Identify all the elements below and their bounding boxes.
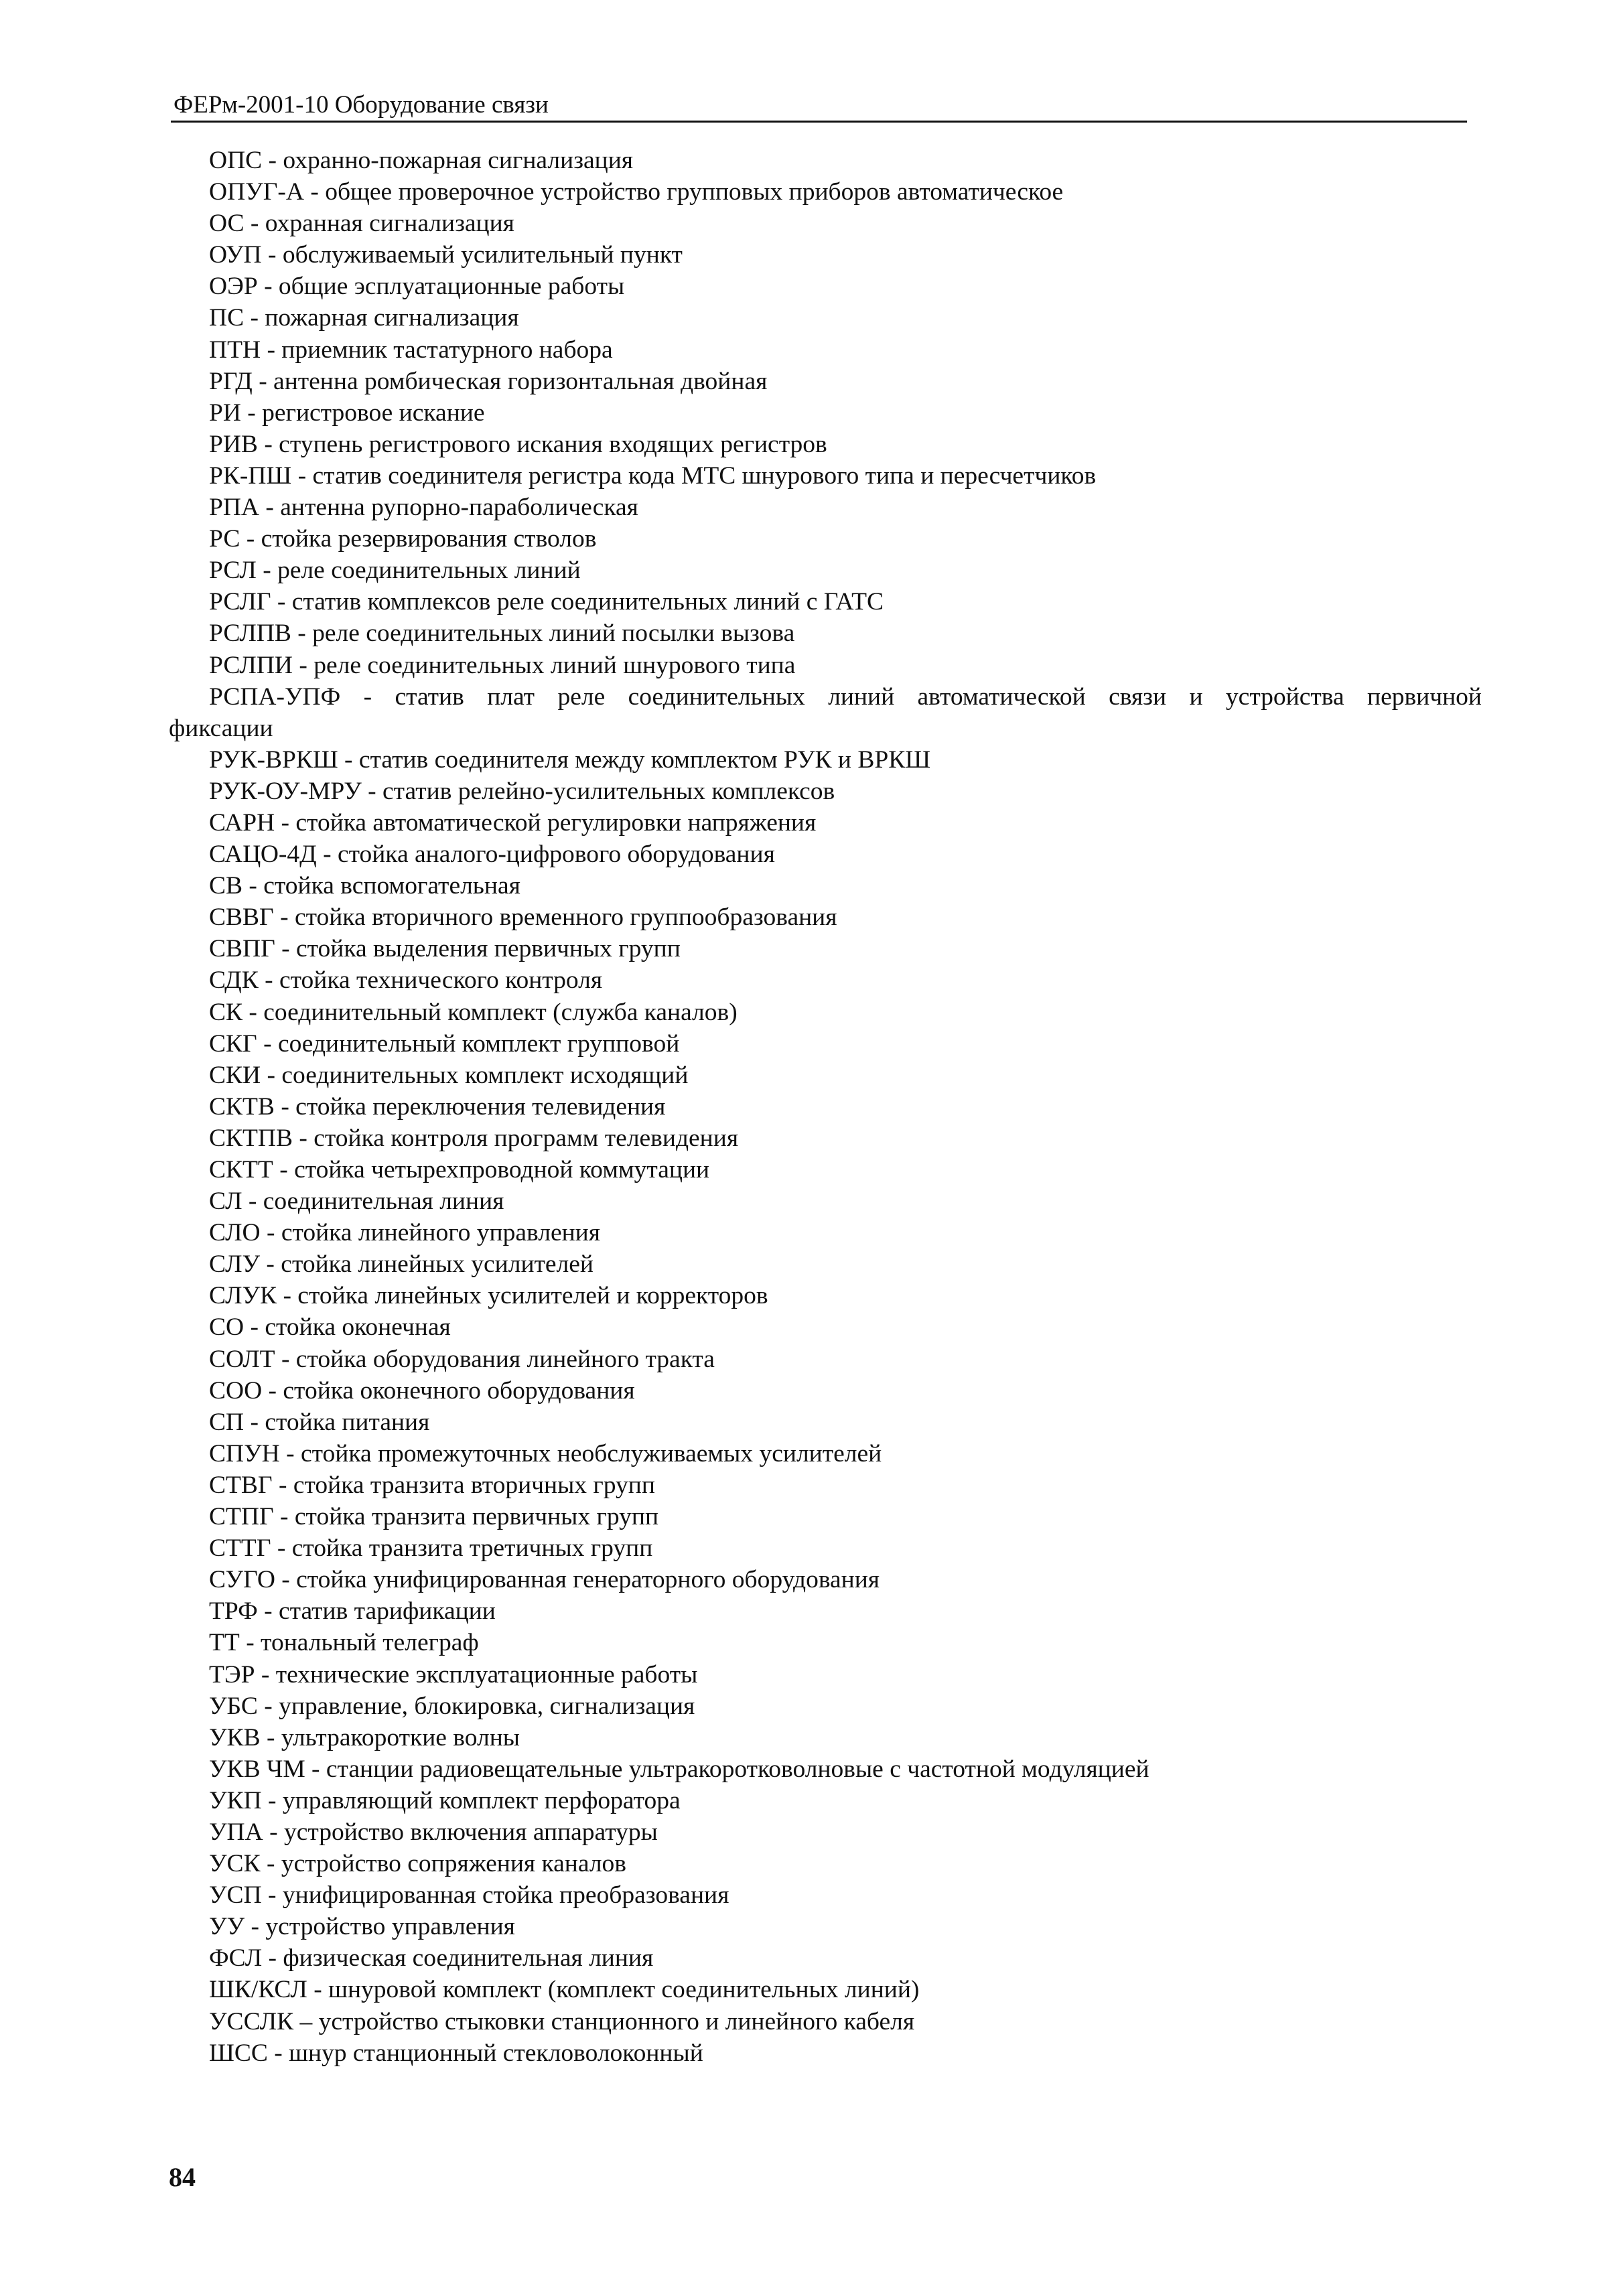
abbreviation-entry: СТПГ - стойка транзита первичных групп — [209, 1503, 659, 1531]
abbreviation-entry: СЛУК - стойка линейных усилителей и корректоров — [209, 1282, 768, 1310]
abbreviation-entry: СВВГ - стойка вторичного временного группообразования — [209, 904, 837, 932]
abbreviation-entry: ПС - пожарная сигнализация — [209, 304, 519, 332]
abbreviation-entry: ТТ - тональный телеграф — [209, 1629, 479, 1657]
abbreviation-entry: ОС - охранная сигнализация — [209, 210, 514, 238]
abbreviation-entry: СКТВ - стойка переключения телевидения — [209, 1092, 666, 1121]
abbreviation-entry: СДК - стойка технического контроля — [209, 966, 603, 995]
abbreviation-entry: СУГО - стойка унифицированная генераторного оборудования — [209, 1566, 880, 1594]
abbreviation-entry: РК-ПШ - статив соединителя регистра кода МТС шнурового типа и пересчетчиков — [209, 461, 1097, 490]
abbreviation-entry: СО - стойка оконечная — [209, 1313, 451, 1342]
abbreviation-entry: РПА - антенна рупорно-параболическая — [209, 494, 638, 522]
abbreviation-entry: УПА - устройство включения аппаратуры — [209, 1818, 658, 1846]
abbreviation-entry: СК - соединительный комплект (служба каналов) — [209, 998, 738, 1026]
abbreviation-entry: ПТН - приемник тастатурного набора — [209, 336, 613, 364]
abbreviation-entry: УСК - устройство сопряжения каналов — [209, 1850, 627, 1878]
abbreviation-entry: ОУП - обслуживаемый усилительный пункт — [209, 241, 683, 269]
abbreviation-entry: СТВГ - стойка транзита вторичных групп — [209, 1471, 655, 1499]
abbreviation-entry: УКВ - ультракороткие волны — [209, 1723, 520, 1751]
abbreviation-entry: СКГ - соединительный комплект групповой — [209, 1029, 680, 1058]
abbreviation-entry: ОПС - охранно-пожарная сигнализация — [209, 147, 634, 174]
abbreviation-entry: СКТТ - стойка четырехпроводной коммутации — [209, 1156, 710, 1183]
abbreviation-entry: СЛО - стойка линейного управления — [209, 1219, 600, 1247]
abbreviation-entry: СЛУ - стойка линейных усилителей — [209, 1250, 594, 1279]
abbreviation-entry: ТЭР - технические эксплуатационные работы — [209, 1660, 698, 1689]
abbreviation-entry: УКП - управляющий комплект перфоратора — [209, 1786, 681, 1814]
abbreviation-entry: РИ - регистровое искание — [209, 399, 485, 427]
abbreviation-entry-multiline — [169, 681, 1482, 744]
abbreviation-entry: СКИ - соединительных комплект исходящий — [209, 1061, 689, 1089]
abbreviation-entry: СКТПВ - стойка контроля программ телевидения — [209, 1124, 739, 1152]
abbreviation-entry: РУК-ОУ-МРУ - статив релейно-усилительных комплексов — [209, 777, 835, 805]
abbreviation-entry: ОЭР - общие эсплуатационные работы — [209, 273, 625, 301]
abbreviation-entry: СВ - стойка вспомогательная — [209, 872, 520, 900]
page-number: 84 — [169, 2162, 196, 2192]
entry-line-first: РСПА-УПФ - статив плат реле соединительных линий автоматической связи и устройства первичной — [209, 683, 1482, 711]
abbreviation-entry: УСП - унифицированная стойка преобразования — [209, 1881, 729, 1910]
abbreviation-entry: ШК/КСЛ - шнуровой комплект (комплект соединительных линий) — [209, 1976, 920, 2004]
abbreviation-entry: ТРФ - статив тарификации — [209, 1597, 496, 1626]
abbreviation-entry: СЛ - соединительная линия — [209, 1188, 504, 1216]
abbreviation-entry: СВПГ - стойка выделения первичных групп — [209, 935, 681, 963]
abbreviation-entry: РСЛ - реле соединительных линий — [209, 557, 581, 585]
entry-line-continuation: фиксации — [169, 714, 273, 742]
abbreviation-entry: СПУН - стойка промежуточных необслуживаемых усилителей — [209, 1439, 882, 1467]
entries-group-after — [169, 744, 1482, 2069]
abbreviation-entry: РУК-ВРКШ - статив соединителя между комплектом РУК и ВРКШ — [209, 745, 931, 774]
abbreviation-entry: УССЛК – устройство стыковки станционного и линейного кабеля — [209, 2007, 915, 2035]
abbreviation-entry: СОО - стойка оконечного оборудования — [209, 1376, 635, 1405]
abbreviation-entry: РСЛПВ - реле соединительных линий посылки вызова — [209, 620, 795, 648]
abbreviation-entry: РИВ - ступень регистрового искания входящих регистров — [209, 430, 827, 458]
abbreviation-entry: ФСЛ - физическая соединительная линия — [209, 1944, 654, 1972]
document-title: ФЕРм-2001-10 Оборудование связи — [173, 91, 549, 119]
abbreviation-entry: ШСС - шнур станционный стекловолоконный — [209, 2039, 703, 2067]
entries-group-before — [169, 145, 1482, 681]
abbreviation-list — [169, 145, 1482, 2069]
page-header — [171, 88, 1467, 123]
abbreviation-entry: СТТГ - стойка транзита третичных групп — [209, 1534, 653, 1563]
abbreviation-entry: СП - стойка питания — [209, 1408, 430, 1436]
abbreviation-entry: РСЛПИ - реле соединительных линий шнурового типа — [209, 651, 796, 679]
abbreviation-entry: УКВ ЧМ - станции радиовещательные ультракоротковолновые с частотной модуляцией — [209, 1755, 1149, 1783]
abbreviation-entry: СОЛТ - стойка оборудования линейного тракта — [209, 1345, 715, 1373]
abbreviation-entry: ОПУГ-А - общее проверочное устройство групповых приборов автоматическое — [209, 178, 1064, 206]
abbreviation-entry: САЦО-4Д - стойка аналого-цифрового оборудования — [209, 841, 775, 869]
abbreviation-entry: РСЛГ - статив комплексов реле соединительных линий с ГАТС — [209, 588, 884, 616]
abbreviation-entry: РГД - антенна ромбическая горизонтальная двойная — [209, 367, 768, 395]
abbreviation-entry: УБС - управление, блокировка, сигнализация — [209, 1692, 695, 1720]
abbreviation-entry: РС - стойка резервирования стволов — [209, 525, 597, 553]
abbreviation-entry: САРН - стойка автоматической регулировки напряжения — [209, 808, 817, 837]
abbreviation-entry: УУ - устройство управления — [209, 1913, 515, 1941]
